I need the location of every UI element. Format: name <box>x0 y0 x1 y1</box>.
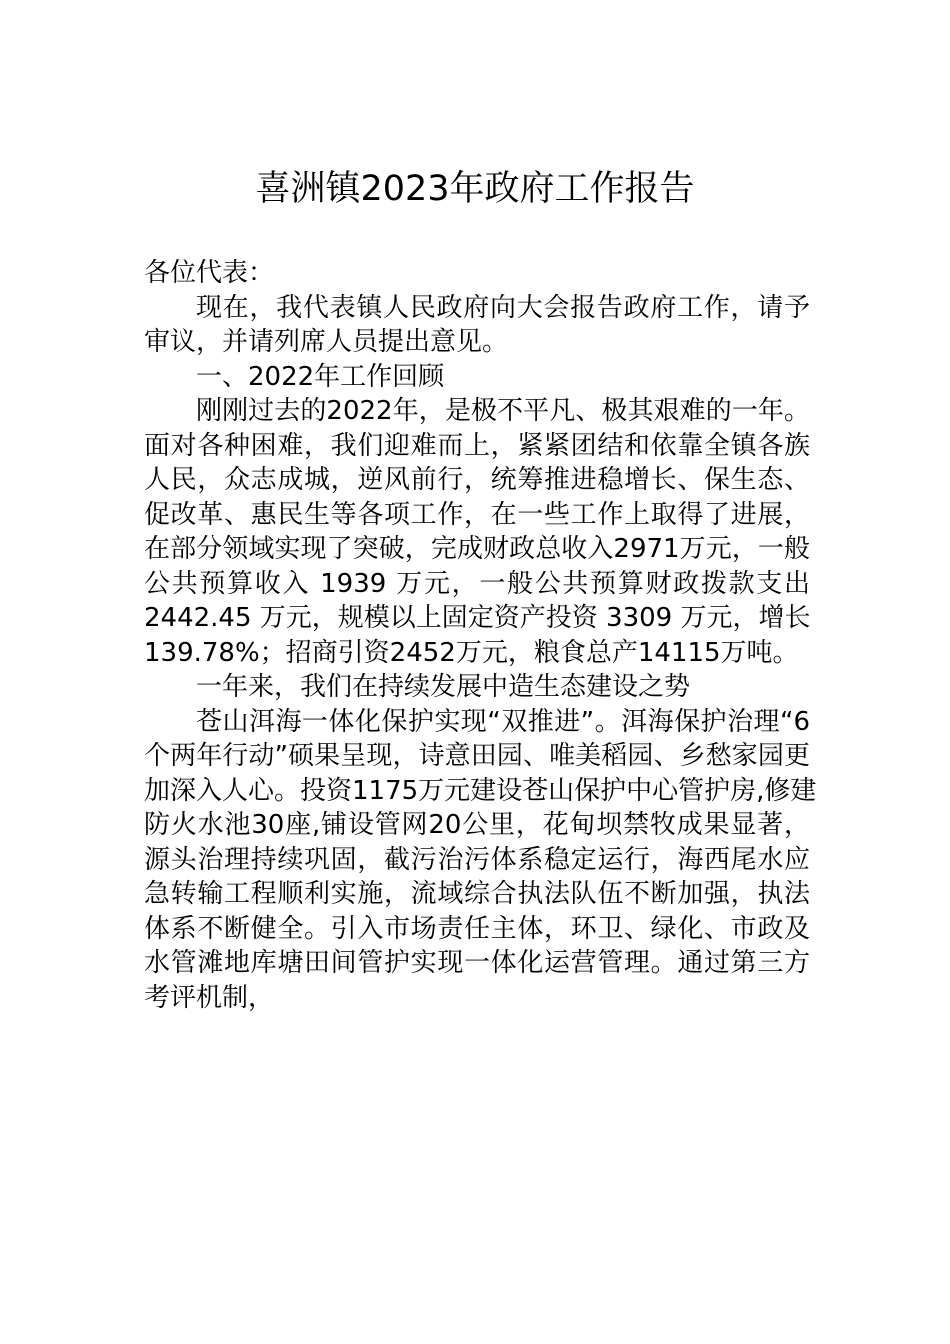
text-line: 促改革、惠民生等各项工作，在一些工作上取得了进展， <box>144 499 810 530</box>
text-line: 面对各种困难，我们迎难而上，紧紧团结和依靠全镇各族 <box>144 430 810 461</box>
text-line: 在部分领域实现了突破，完成财政总收入2971万元，一般 <box>144 534 810 564</box>
text-line: 加深入人心。投资1175万元建设苍山保护中心管护房,修建 <box>144 775 817 806</box>
text-line: 刚刚过去的2022年，是极不平凡、极其艰难的一年。 <box>196 396 810 426</box>
text-line: 急转输工程顺利实施，流域综合执法队伍不断加强，执法 <box>144 879 810 909</box>
text-line: 源头治理持续巩固，截污治污体系稳定运行，海西尾水应 <box>144 844 810 875</box>
text-line: 考评机制， <box>144 982 275 1013</box>
text-line: 水管滩地库塘田间管护实现一体化运营管理。通过第三方 <box>144 948 810 978</box>
text-line: 一年来，我们在持续发展中造生态建设之势 <box>196 672 691 702</box>
text-line: 体系不断健全。引入市场责任主体，环卫、绿化、市政及 <box>144 913 810 944</box>
text-line: 公共预算收入 1939 万元，一般公共预算财政拨款支出 <box>144 568 810 599</box>
text-line: 苍山洱海一体化保护实现“双推进”。洱海保护治理“6 <box>196 706 810 737</box>
text-line: 139.78%；招商引资2452万元，粮食总产14115万吨。 <box>144 637 799 668</box>
text-line: 审议，并请列席人员提出意见。 <box>144 327 509 357</box>
text-line: 2442.45 万元，规模以上固定资产投资 3309 万元，增长 <box>144 603 811 633</box>
text-line: 现在，我代表镇人民政府向大会报告政府工作，请予 <box>196 292 810 323</box>
document-body <box>144 256 817 1015</box>
document-title: 喜洲镇2023年政府工作报告 <box>255 169 695 209</box>
text-line: 个两年行动”硕果呈现，诗意田园、唯美稻园、乡愁家园更 <box>144 741 810 771</box>
text-line: 各位代表： <box>144 258 275 288</box>
text-line: 一、2022年工作回顾 <box>196 361 445 392</box>
text-line: 人民，众志成城，逆风前行，统筹推进稳增长、保生态、 <box>144 465 810 495</box>
text-line: 防火水池30座,铺设管网20公里，花甸坝禁牧成果显著， <box>144 810 810 840</box>
